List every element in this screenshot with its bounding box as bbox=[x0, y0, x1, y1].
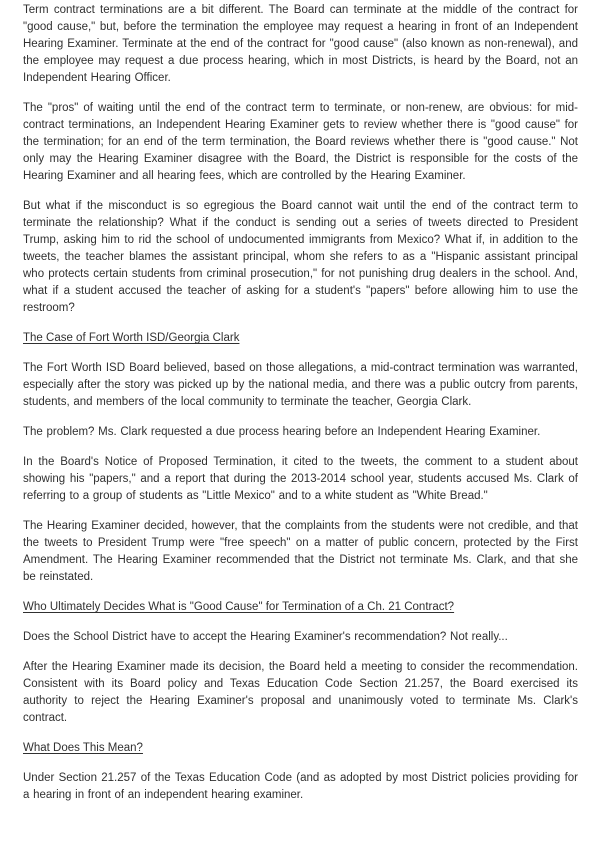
paragraph-the-problem: The problem? Ms. Clark requested a due process hearing before an Independent Hearing Examiner. bbox=[23, 426, 541, 438]
paragraph-accept-recommendation: Does the School District have to accept the Hearing Examiner's recommendation? Not really... bbox=[23, 631, 508, 643]
heading-who-decides-good-cause: Who Ultimately Decides What is "Good Cause" for Termination of a Ch. 21 Contract? bbox=[23, 601, 455, 613]
paragraph-board-meeting-vote: After the Hearing Examiner made its decision, the Board held a meeting to consider the recommendation. Consistent with its Board policy and Texas Education Code Section 21.257, the Board exercised its authority to reject the Hearing Examiner's proposal and unanimously voted to terminate Ms. Clark's contract. bbox=[23, 661, 578, 724]
paragraph-egregious-misconduct: But what if the misconduct is so egregious the Board cannot wait until the end of the contract term to terminate the relationship? What if the conduct is sending out a series of tweets directed to President Trump, asking him to rid the school of undocumented immigrants from Mexico? What if, in addition to the tweets, the teacher blames the assistant principal, whom she refers to as a "Hispanic assistant principal who protects certain students from criminal prosecution," for not punishing drug dealers in the school. And, what if a student accused the teacher of asking for a student's "papers" before allowing him to use the restroom? bbox=[23, 200, 578, 314]
heading-case-fort-worth: The Case of Fort Worth ISD/Georgia Clark bbox=[23, 332, 240, 344]
paragraph-term-contract-intro: Term contract terminations are a bit different. The Board can terminate at the middle of the contract for "good cause," but, before the termination the employee may request a hearing in front of an Independent Hearing Examiner. Terminate at the end of the contract for "good cause" (also known as non-renewal), and the employee may request a due process hearing, which in most Districts, is heard by the Board, not an Independent Hearing Officer. bbox=[23, 4, 578, 84]
paragraph-hearing-examiner-decision: The Hearing Examiner decided, however, that the complaints from the students were not credible, and that the tweets to President Trump were "free speech" on a matter of public concern, protected by the First Amendment. The Hearing Examiner recommended that the District not terminate Ms. Clark, and that she be reinstated. bbox=[23, 520, 578, 583]
paragraph-fort-worth-board: The Fort Worth ISD Board believed, based on those allegations, a mid-contract termination was warranted, especially after the story was picked up by the national media, and there was a public outcry from parents, students, and members of the local community to terminate the teacher, Georgia Clark. bbox=[23, 362, 578, 408]
heading-what-does-this-mean: What Does This Mean? bbox=[23, 742, 143, 754]
paragraph-section-21257: Under Section 21.257 of the Texas Education Code (and as adopted by most District policies providing for a hearing in front of an independent hearing examiner. bbox=[23, 772, 578, 801]
paragraph-notice-of-termination: In the Board's Notice of Proposed Termination, it cited to the tweets, the comment to a student about showing his "papers," and a report that during the 2013-2014 school year, students accused Ms. Clark of referring to a group of students as "Little Mexico" and to a white student as "White Bread." bbox=[23, 456, 578, 502]
paragraph-pros-of-waiting: The "pros" of waiting until the end of the contract term to terminate, or non-renew, are obvious: for mid-contract terminations, an Independent Hearing Examiner gets to review whether there is "good cause" for the termination; for an end of the term termination, the Board reviews whether there is "good cause." Not only may the Hearing Examiner disagree with the Board, the District is responsible for the costs of the Hearing Examiner and all hearing fees, which are controlled by the Hearing Examiner. bbox=[23, 102, 578, 182]
